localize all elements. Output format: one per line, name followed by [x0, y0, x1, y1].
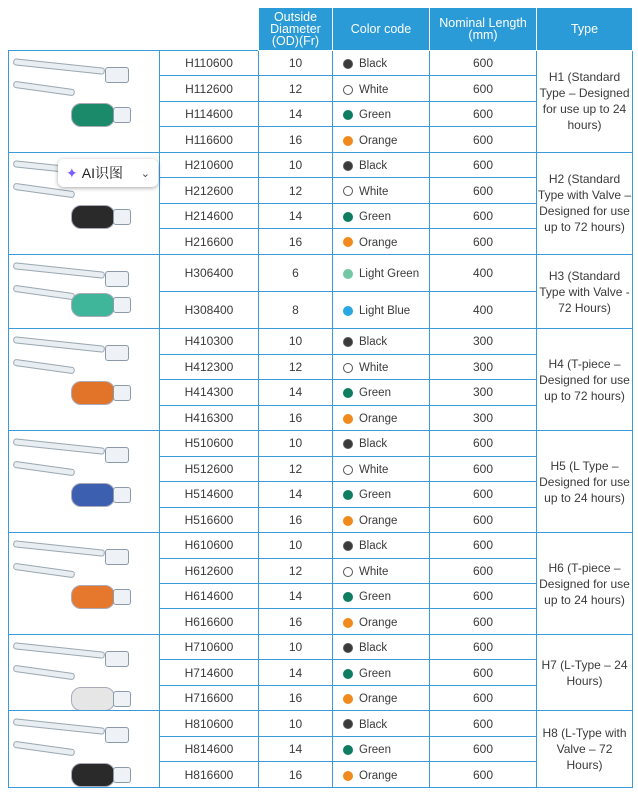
color-swatch-icon	[343, 237, 353, 247]
color-swatch-icon	[343, 269, 353, 279]
tube-shape	[13, 563, 75, 579]
connector-shape	[105, 271, 129, 287]
control-valve-shape	[71, 483, 115, 507]
color-swatch-icon	[343, 745, 353, 755]
color-swatch-icon	[343, 618, 353, 628]
type-description: H5 (L Type – Designed for use up to 24 hours)	[537, 431, 633, 533]
control-valve-shape	[71, 585, 115, 609]
color-code	[333, 254, 430, 291]
nominal-length: 600	[430, 762, 537, 788]
nominal-length: 600	[430, 533, 537, 558]
nominal-length: 600	[430, 431, 537, 456]
color-swatch-icon	[343, 567, 353, 577]
product-code: H716600	[160, 685, 259, 710]
outside-diameter: 14	[259, 380, 333, 405]
color-code	[333, 354, 430, 379]
color-swatch-icon	[343, 694, 353, 704]
outside-diameter: 14	[259, 660, 333, 685]
color-label: Green	[359, 667, 391, 680]
nominal-length: 400	[430, 254, 537, 291]
product-code: H516600	[160, 507, 259, 532]
product-table	[8, 7, 633, 788]
outside-diameter: 10	[259, 329, 333, 354]
color-swatch-icon	[343, 337, 353, 347]
product-code: H308400	[160, 292, 259, 329]
color-swatch-icon	[343, 136, 353, 146]
color-label: Black	[359, 642, 388, 655]
header-blank	[9, 8, 259, 51]
color-label: Black	[359, 718, 388, 731]
color-label: Orange	[359, 236, 398, 249]
tube-shape	[13, 336, 105, 353]
color-code	[333, 533, 430, 558]
tube-shape	[13, 642, 105, 659]
color-swatch-icon	[343, 541, 353, 551]
color-code	[333, 76, 430, 101]
header-type: Type	[537, 8, 633, 51]
nominal-length: 600	[430, 229, 537, 254]
table-row	[9, 431, 633, 456]
color-code	[333, 203, 430, 228]
control-valve-shape	[71, 687, 115, 711]
color-code	[333, 634, 430, 659]
tube-shape	[13, 81, 75, 97]
product-image	[9, 254, 160, 328]
color-label: White	[359, 83, 389, 96]
table-row	[9, 533, 633, 558]
outside-diameter: 14	[259, 736, 333, 761]
product-code: H114600	[160, 101, 259, 126]
catheter-illustration	[9, 533, 159, 634]
control-valve-shape	[71, 103, 115, 127]
outside-diameter: 10	[259, 634, 333, 659]
outside-diameter: 10	[259, 711, 333, 736]
outside-diameter: 12	[259, 76, 333, 101]
product-code: H810600	[160, 711, 259, 736]
product-image	[9, 431, 160, 533]
nominal-length: 600	[430, 634, 537, 659]
color-swatch-icon	[343, 592, 353, 602]
connector-shape	[113, 385, 131, 401]
outside-diameter: 6	[259, 254, 333, 291]
outside-diameter: 14	[259, 101, 333, 126]
connector-shape	[113, 767, 131, 783]
connector-shape	[105, 651, 129, 667]
color-label: Green	[359, 743, 391, 756]
connector-shape	[113, 209, 131, 225]
connector-shape	[105, 727, 129, 743]
nominal-length: 600	[430, 482, 537, 507]
color-label: Green	[359, 591, 391, 604]
nominal-length: 600	[430, 203, 537, 228]
header-color: Color code	[333, 8, 430, 51]
color-code	[333, 660, 430, 685]
control-valve-shape	[71, 293, 115, 317]
color-code	[333, 51, 430, 76]
outside-diameter: 10	[259, 533, 333, 558]
color-swatch-icon	[343, 85, 353, 95]
color-code	[333, 762, 430, 788]
connector-shape	[113, 691, 131, 707]
color-label: Black	[359, 336, 388, 349]
color-label: White	[359, 361, 389, 374]
product-code: H510600	[160, 431, 259, 456]
product-code: H214600	[160, 203, 259, 228]
color-swatch-icon	[343, 110, 353, 120]
product-code: H816600	[160, 762, 259, 788]
color-swatch-icon	[343, 669, 353, 679]
color-label: Orange	[359, 134, 398, 147]
color-code	[333, 229, 430, 254]
outside-diameter: 16	[259, 685, 333, 710]
color-swatch-icon	[343, 414, 353, 424]
type-description: H1 (Standard Type – Designed for use up to 24 hours)	[537, 51, 633, 153]
outside-diameter: 12	[259, 558, 333, 583]
chevron-down-icon: ⌄	[140, 167, 150, 180]
product-code: H616600	[160, 609, 259, 634]
product-code: H710600	[160, 634, 259, 659]
product-code: H512600	[160, 456, 259, 481]
control-valve-shape	[71, 381, 115, 405]
product-image	[9, 634, 160, 710]
color-label: Orange	[359, 769, 398, 782]
color-label: Green	[359, 489, 391, 502]
table-row	[9, 51, 633, 76]
color-swatch-icon	[343, 306, 353, 316]
nominal-length: 600	[430, 152, 537, 177]
product-code: H714600	[160, 660, 259, 685]
color-code	[333, 380, 430, 405]
color-label: White	[359, 185, 389, 198]
tube-shape	[13, 741, 75, 757]
color-label: Light Blue	[359, 304, 411, 317]
product-code: H110600	[160, 51, 259, 76]
outside-diameter: 16	[259, 762, 333, 788]
nominal-length: 300	[430, 329, 537, 354]
catheter-illustration	[9, 51, 159, 152]
color-swatch-icon	[343, 388, 353, 398]
catheter-illustration	[9, 255, 159, 328]
color-swatch-icon	[343, 516, 353, 526]
outside-diameter: 14	[259, 584, 333, 609]
table-row	[9, 254, 633, 291]
catheter-illustration	[9, 431, 159, 532]
product-code: H112600	[160, 76, 259, 101]
connector-shape	[113, 107, 131, 123]
type-description: H2 (Standard Type with Valve – Designed for use up to 72 hours)	[537, 152, 633, 254]
nominal-length: 600	[430, 711, 537, 736]
product-code: H306400	[160, 254, 259, 291]
connector-shape	[105, 447, 129, 463]
connector-shape	[105, 67, 129, 83]
outside-diameter: 16	[259, 229, 333, 254]
nominal-length: 600	[430, 456, 537, 481]
product-code: H614600	[160, 584, 259, 609]
nominal-length: 600	[430, 101, 537, 126]
connector-shape	[105, 345, 129, 361]
nominal-length: 600	[430, 76, 537, 101]
outside-diameter: 14	[259, 482, 333, 507]
color-code	[333, 292, 430, 329]
ai-image-recognition-button[interactable]	[58, 159, 158, 187]
product-code: H814600	[160, 736, 259, 761]
color-code	[333, 558, 430, 583]
outside-diameter: 16	[259, 609, 333, 634]
type-description: H8 (L-Type with Valve – 72 Hours)	[537, 711, 633, 788]
color-label: Green	[359, 387, 391, 400]
table-row	[9, 329, 633, 354]
color-code	[333, 456, 430, 481]
product-code: H212600	[160, 178, 259, 203]
color-label: Green	[359, 109, 391, 122]
catheter-illustration	[9, 635, 159, 710]
outside-diameter: 10	[259, 431, 333, 456]
control-valve-shape	[71, 205, 115, 229]
color-label: Black	[359, 58, 388, 71]
color-label: Black	[359, 160, 388, 172]
header-od: Outside Diameter (OD)(Fr)	[259, 8, 333, 51]
product-code: H412300	[160, 354, 259, 379]
tube-shape	[13, 665, 75, 681]
connector-shape	[113, 487, 131, 503]
color-code	[333, 711, 430, 736]
tube-shape	[13, 719, 105, 736]
product-image	[9, 51, 160, 153]
product-code: H410300	[160, 329, 259, 354]
tube-shape	[13, 359, 75, 375]
product-code: H416300	[160, 405, 259, 430]
color-code	[333, 685, 430, 710]
color-swatch-icon	[343, 719, 353, 729]
product-image	[9, 329, 160, 431]
outside-diameter: 10	[259, 51, 333, 76]
color-code	[333, 431, 430, 456]
color-label: Black	[359, 540, 388, 553]
color-swatch-icon	[343, 186, 353, 196]
type-description: H7 (L-Type – 24 Hours)	[537, 634, 633, 710]
outside-diameter: 16	[259, 507, 333, 532]
color-code	[333, 405, 430, 430]
tube-shape	[13, 285, 75, 301]
outside-diameter: 12	[259, 456, 333, 481]
product-image	[9, 533, 160, 635]
catheter-illustration	[9, 329, 159, 430]
color-code	[333, 584, 430, 609]
color-code	[333, 507, 430, 532]
nominal-length: 300	[430, 354, 537, 379]
type-description: H4 (T-piece – Designed for use up to 72 hours)	[537, 329, 633, 431]
tube-shape	[13, 262, 105, 279]
outside-diameter: 12	[259, 354, 333, 379]
nominal-length: 600	[430, 127, 537, 152]
nominal-length: 600	[430, 558, 537, 583]
color-code	[333, 178, 430, 203]
color-swatch-icon	[343, 59, 353, 69]
ai-badge-label: AI识图	[81, 165, 123, 181]
outside-diameter: 14	[259, 203, 333, 228]
product-code: H210600	[160, 152, 259, 177]
nominal-length: 600	[430, 685, 537, 710]
nominal-length: 600	[430, 507, 537, 532]
type-description: H3 (Standard Type with Valve - 72 Hours)	[537, 254, 633, 328]
tube-shape	[13, 540, 105, 557]
color-swatch-icon	[343, 771, 353, 781]
table-row	[9, 634, 633, 659]
nominal-length: 400	[430, 292, 537, 329]
tube-shape	[13, 58, 105, 75]
connector-shape	[113, 589, 131, 605]
color-label: Green	[359, 210, 391, 223]
color-swatch-icon	[343, 643, 353, 653]
color-label: Orange	[359, 616, 398, 629]
tube-shape	[13, 461, 75, 477]
color-code	[333, 152, 430, 177]
outside-diameter: 16	[259, 405, 333, 430]
product-code: H116600	[160, 127, 259, 152]
header-length: Nominal Length (mm)	[430, 8, 537, 51]
color-label: White	[359, 463, 389, 476]
nominal-length: 300	[430, 380, 537, 405]
nominal-length: 600	[430, 178, 537, 203]
product-code: H612600	[160, 558, 259, 583]
product-code: H610600	[160, 533, 259, 558]
color-label: Orange	[359, 412, 398, 425]
connector-shape	[113, 297, 131, 313]
color-code	[333, 609, 430, 634]
color-label: White	[359, 565, 389, 578]
connector-shape	[105, 549, 129, 565]
color-swatch-icon	[343, 363, 353, 373]
control-valve-shape	[71, 763, 115, 787]
nominal-length: 600	[430, 736, 537, 761]
product-image	[9, 711, 160, 788]
color-code	[333, 329, 430, 354]
product-code: H414300	[160, 380, 259, 405]
color-swatch-icon	[343, 212, 353, 222]
color-code	[333, 127, 430, 152]
type-description: H6 (T-piece – Designed for use up to 24 hours)	[537, 533, 633, 635]
color-label: Orange	[359, 514, 398, 527]
product-code: H216600	[160, 229, 259, 254]
nominal-length: 300	[430, 405, 537, 430]
color-swatch-icon	[343, 161, 353, 171]
color-swatch-icon	[343, 490, 353, 500]
nominal-length: 600	[430, 584, 537, 609]
product-code: H514600	[160, 482, 259, 507]
catheter-illustration	[9, 711, 159, 787]
color-label: Black	[359, 438, 388, 451]
color-code	[333, 101, 430, 126]
nominal-length: 600	[430, 51, 537, 76]
outside-diameter: 12	[259, 178, 333, 203]
table-row	[9, 711, 633, 736]
tube-shape	[13, 438, 105, 455]
outside-diameter: 8	[259, 292, 333, 329]
color-swatch-icon	[343, 439, 353, 449]
color-swatch-icon	[343, 465, 353, 475]
color-code	[333, 736, 430, 761]
color-code	[333, 482, 430, 507]
nominal-length: 600	[430, 660, 537, 685]
outside-diameter: 16	[259, 127, 333, 152]
color-label: Orange	[359, 693, 398, 705]
sparkle-icon: ✦	[66, 164, 78, 181]
color-label: Light Green	[359, 267, 420, 280]
outside-diameter: 10	[259, 152, 333, 177]
nominal-length: 600	[430, 609, 537, 634]
